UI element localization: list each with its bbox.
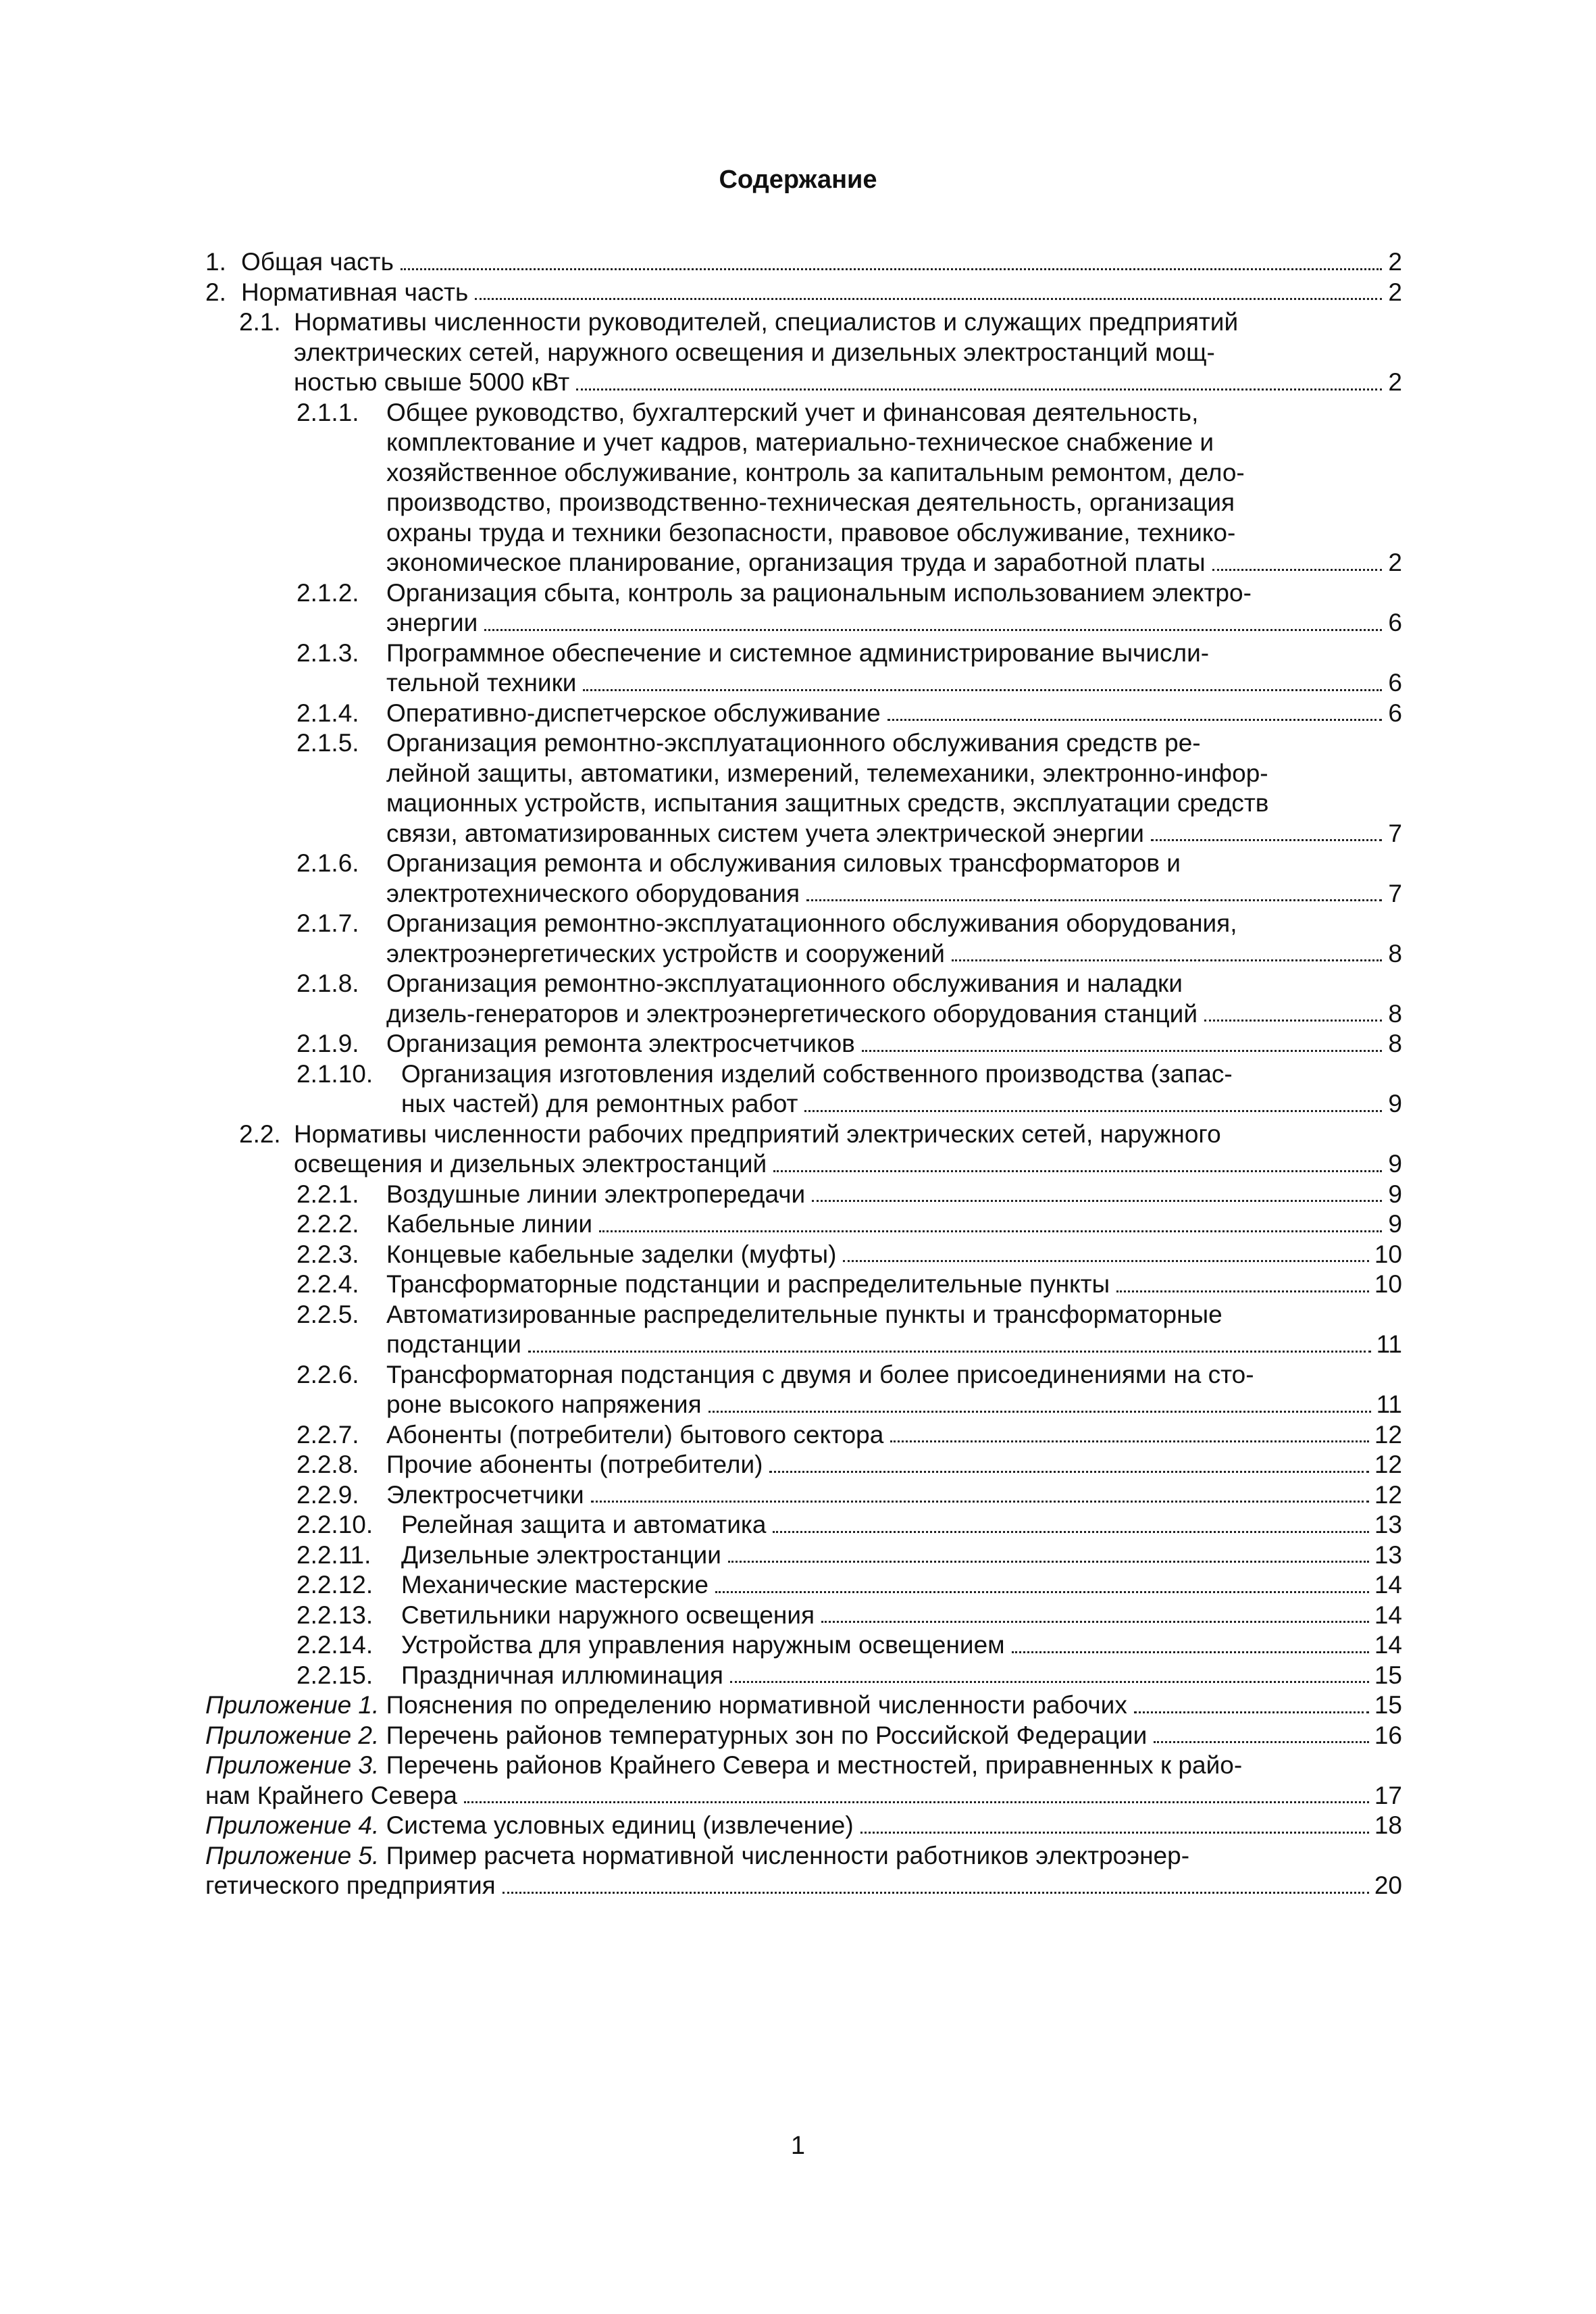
toc-entry-title: нам Крайнего Севера (205, 1781, 457, 1809)
toc-entry-number: 2.2.12. (297, 1571, 374, 1599)
toc-entry-title: Оперативно-диспетчерское обслуживание (386, 699, 881, 727)
dot-leader (730, 1681, 1369, 1683)
toc-entry-2-2-3[interactable] (205, 1240, 1402, 1270)
toc-entry-text-line: Нормативы численности руководителей, специалистов и служащих предприятий (294, 308, 1239, 336)
dot-leader (773, 1531, 1368, 1533)
toc-entry-title: Праздничная иллюминация (401, 1661, 723, 1689)
toc-entry-number: 2.1. (239, 308, 281, 336)
toc-entry-text-line: Трансформаторная подстанция с двумя и более присоединениями на сто- (386, 1360, 1254, 1388)
toc-entry-number: 2.1.7. (297, 909, 359, 937)
dot-leader (401, 268, 1382, 270)
dot-leader (1116, 1290, 1369, 1292)
toc-entry-title: Дизельные электростанции (401, 1540, 721, 1569)
toc-page-number: 10 (1374, 1240, 1402, 1268)
table-of-contents (205, 247, 1402, 1901)
toc-page-number: 9 (1388, 1210, 1402, 1238)
appendix-label: Приложение 1. (205, 1691, 380, 1719)
appendix-label: Приложение 3. (205, 1751, 380, 1779)
toc-entry-title: Общая часть (241, 248, 394, 276)
toc-entry-2-2-1[interactable] (205, 1180, 1402, 1210)
toc-entry-text-line: Организация изготовления изделий собственного производства (запас- (401, 1059, 1233, 1088)
toc-entry-title: Нормативная часть (241, 278, 469, 306)
toc-entry-title: подстанции (386, 1330, 521, 1358)
toc-appendix-1[interactable] (205, 1690, 1402, 1721)
page-title: Содержание (719, 166, 877, 194)
dot-leader (1134, 1711, 1369, 1713)
toc-entry-title: связи, автоматизированных систем учета электрической энергии (386, 819, 1144, 847)
toc-entry-title: дизель-генераторов и электроэнергетического оборудования станций (386, 999, 1198, 1028)
toc-page-number: 11 (1376, 1330, 1402, 1358)
toc-entry-title: Электросчетчики (386, 1480, 584, 1509)
toc-page-number: 18 (1374, 1811, 1402, 1839)
toc-entry-title: экономическое планирование, организация труда и заработной платы (386, 549, 1206, 576)
toc-page-number: 14 (1374, 1601, 1402, 1629)
toc-entry-text-line: Нормативы численности рабочих предприятий электрических сетей, наружного (294, 1120, 1221, 1148)
toc-entry-2-2[interactable] (205, 1120, 1402, 1180)
toc-page-number: 7 (1388, 819, 1402, 847)
toc-entry-number: 2.2.13. (297, 1601, 374, 1629)
toc-appendix-5[interactable] (205, 1841, 1402, 1901)
toc-entry-2-1-2[interactable] (205, 578, 1402, 638)
toc-entry-2-1-9[interactable] (205, 1029, 1402, 1059)
toc-entry-number: 2.2.1. (297, 1180, 359, 1208)
toc-entry-title: Кабельные линии (386, 1210, 593, 1238)
toc-entry-text-line: Пример расчета нормативной численности работников электроэнер- (386, 1841, 1190, 1869)
dot-leader (804, 1110, 1382, 1112)
toc-page-number: 9 (1388, 1180, 1402, 1208)
toc-entry-text-line: Перечень районов Крайнего Севера и местностей, приравненных к райо- (386, 1751, 1243, 1779)
toc-entry-number: 2.1.3. (297, 638, 359, 667)
appendix-label: Приложение 2. (205, 1721, 380, 1749)
toc-page-number: 6 (1388, 609, 1402, 636)
toc-page-number: 8 (1388, 1030, 1402, 1057)
dot-leader (576, 388, 1382, 391)
toc-entry-text-line: производство, производственно-техническая деятельность, организация (386, 488, 1235, 516)
toc-entry-title: тельной техники (386, 669, 577, 697)
toc-entry-number: 2.1.10. (297, 1059, 374, 1088)
toc-entry-2-1-7[interactable] (205, 909, 1402, 969)
toc-entry-title: электротехнического оборудования (386, 879, 800, 907)
toc-entry-text-line: Организация ремонтно-эксплуатационного обслуживания средств ре- (386, 729, 1201, 757)
toc-entry-number: 2.1.4. (297, 699, 359, 727)
toc-entry-title: электроэнергетических устройств и сооружений (386, 939, 945, 967)
dot-leader (860, 1832, 1369, 1834)
dot-leader (1012, 1651, 1369, 1653)
dot-leader (599, 1230, 1382, 1232)
toc-page-number: 6 (1388, 699, 1402, 727)
toc-page-number: 15 (1374, 1661, 1402, 1689)
toc-page-number: 8 (1388, 999, 1402, 1028)
toc-entry-2-2-11[interactable] (205, 1540, 1402, 1571)
toc-page-number: 20 (1374, 1871, 1402, 1899)
toc-entry-text-line: комплектование и учет кадров, материально-техническое снабжение и (386, 428, 1214, 456)
toc-entry-title: Система условных единиц (извлечение) (386, 1811, 854, 1839)
toc-entry-title: Пояснения по определению нормативной численности рабочих (386, 1691, 1127, 1719)
appendix-label: Приложение 4. (205, 1811, 380, 1839)
toc-page-number: 8 (1388, 939, 1402, 967)
toc-entry-number: 2. (205, 278, 226, 306)
toc-entry-title: Механические мастерские (401, 1571, 709, 1599)
toc-page-number: 14 (1374, 1571, 1402, 1599)
toc-entry-text-line: лейной защиты, автоматики, измерений, телемеханики, электронно-инфор- (386, 759, 1268, 787)
toc-page-number: 17 (1374, 1781, 1402, 1809)
toc-entry-text-line: Организация ремонтно-эксплуатационного обслуживания и наладки (386, 970, 1183, 997)
toc-entry-title: Абоненты (потребители) бытового сектора (386, 1420, 884, 1449)
dot-leader (503, 1892, 1369, 1894)
toc-entry-number: 2.2.14. (297, 1631, 374, 1659)
toc-entry-title: Устройства для управления наружным освещением (401, 1631, 1005, 1659)
toc-entry-number: 2.1.5. (297, 729, 359, 757)
toc-entry-title: освещения и дизельных электростанций (294, 1150, 767, 1178)
toc-entry-text-line: Автоматизированные распределительные пункты и трансформаторные (386, 1300, 1222, 1328)
toc-entry-number: 2.2.2. (297, 1210, 359, 1238)
toc-entry-1[interactable] (205, 247, 1402, 278)
toc-entry-number: 2.1.9. (297, 1030, 359, 1057)
toc-entry-number: 1. (205, 248, 226, 276)
dot-leader (728, 1561, 1369, 1563)
toc-entry-2-1[interactable] (205, 307, 1402, 398)
toc-entry-2-2-12[interactable] (205, 1570, 1402, 1601)
toc-page-number: 2 (1388, 368, 1402, 396)
dot-leader (812, 1200, 1382, 1202)
toc-entry-number: 2.1.1. (297, 398, 359, 426)
dot-leader (709, 1411, 1371, 1413)
toc-entry-text-line: охраны труда и техники безопасности, правовое обслуживание, технико- (386, 518, 1236, 547)
toc-entry-2-1-8[interactable] (205, 969, 1402, 1029)
toc-entry-2[interactable] (205, 278, 1402, 308)
toc-entry-2-2-10[interactable] (205, 1510, 1402, 1540)
toc-appendix-4[interactable] (205, 1811, 1402, 1841)
toc-page-number: 12 (1374, 1420, 1402, 1449)
toc-entry-number: 2.2.4. (297, 1270, 359, 1298)
toc-entry-2-1-5[interactable] (205, 728, 1402, 849)
toc-entry-2-1-1[interactable] (205, 398, 1402, 578)
toc-entry-title: ностью свыше 5000 кВт (294, 368, 570, 396)
toc-page-number: 16 (1374, 1721, 1402, 1749)
toc-entry-number: 2.1.8. (297, 970, 359, 997)
toc-page-number: 10 (1374, 1270, 1402, 1298)
toc-entry-title: Прочие абоненты (потребители) (386, 1451, 763, 1478)
toc-entry-2-2-7[interactable] (205, 1420, 1402, 1451)
toc-entry-2-2-14[interactable] (205, 1630, 1402, 1661)
dot-leader (1154, 1741, 1369, 1743)
toc-entry-title: ных частей) для ремонтных работ (401, 1090, 798, 1117)
toc-entry-text-line: электрических сетей, наружного освещения и дизельных электростанций мощ- (294, 338, 1215, 366)
toc-entry-number: 2.2.9. (297, 1480, 359, 1509)
toc-entry-2-1-4[interactable] (205, 699, 1402, 729)
toc-entry-number: 2.2.11. (297, 1540, 371, 1569)
toc-page-number: 12 (1374, 1451, 1402, 1478)
toc-entry-number: 2.2.10. (297, 1511, 374, 1538)
toc-entry-2-1-6[interactable] (205, 849, 1402, 909)
toc-entry-number: 2.2.15. (297, 1661, 374, 1689)
toc-appendix-3[interactable] (205, 1751, 1402, 1811)
dot-leader (475, 298, 1382, 300)
dot-leader (1151, 839, 1382, 841)
dot-leader (1212, 569, 1382, 571)
dot-leader (769, 1471, 1368, 1473)
toc-entry-title: Концевые кабельные заделки (муфты) (386, 1240, 837, 1268)
toc-entry-title: Воздушные линии электропередачи (386, 1180, 806, 1208)
toc-entry-title: Светильники наружного освещения (401, 1601, 815, 1629)
toc-page-number: 7 (1388, 879, 1402, 907)
toc-page-number: 2 (1388, 248, 1402, 276)
toc-entry-number: 2.1.2. (297, 578, 359, 607)
dot-leader (862, 1050, 1382, 1052)
toc-page-number: 6 (1388, 669, 1402, 697)
toc-entry-number: 2.2.5. (297, 1300, 359, 1328)
toc-entry-2-2-2[interactable] (205, 1209, 1402, 1240)
toc-entry-number: 2.1.6. (297, 849, 359, 877)
toc-entry-2-1-3[interactable] (205, 638, 1402, 699)
dot-leader (806, 899, 1382, 901)
dot-leader (890, 1440, 1369, 1442)
dot-leader (484, 629, 1382, 631)
toc-entry-2-2-8[interactable] (205, 1450, 1402, 1480)
toc-entry-title: Релейная защита и автоматика (401, 1511, 767, 1538)
appendix-label: Приложение 5. (205, 1841, 380, 1869)
toc-appendix-2[interactable] (205, 1721, 1402, 1751)
toc-entry-2-1-10[interactable] (205, 1059, 1402, 1120)
toc-page-number: 12 (1374, 1480, 1402, 1509)
toc-entry-title: роне высокого напряжения (386, 1390, 702, 1418)
toc-entry-2-2-9[interactable] (205, 1480, 1402, 1511)
toc-entry-number: 2.2. (239, 1120, 281, 1148)
toc-entry-text-line: Организация сбыта, контроль за рациональным использованием электро- (386, 578, 1252, 607)
dot-leader (591, 1501, 1369, 1503)
toc-entry-title: энергии (386, 609, 478, 636)
toc-page-number: 9 (1388, 1150, 1402, 1178)
dot-leader (583, 689, 1382, 691)
toc-entry-text-line: Организация ремонтно-эксплуатационного обслуживания оборудования, (386, 909, 1237, 937)
dot-leader (821, 1621, 1369, 1623)
toc-page-number: 13 (1374, 1540, 1402, 1569)
toc-page-number: 2 (1388, 278, 1402, 306)
toc-entry-number: 2.2.8. (297, 1451, 359, 1478)
dot-leader (528, 1351, 1371, 1353)
dot-leader (952, 959, 1382, 961)
toc-entry-number: 2.2.7. (297, 1420, 359, 1449)
toc-page-number: 2 (1388, 549, 1402, 576)
toc-entry-2-2-13[interactable] (205, 1601, 1402, 1631)
dot-leader (887, 719, 1382, 721)
dot-leader (464, 1801, 1369, 1803)
toc-entry-number: 2.2.3. (297, 1240, 359, 1268)
toc-entry-title: Перечень районов температурных зон по Российской Федерации (386, 1721, 1148, 1749)
dot-leader (1204, 1020, 1382, 1022)
toc-page-number: 14 (1374, 1631, 1402, 1659)
page-number: 1 (790, 2132, 806, 2160)
toc-entry-text-line: Организация ремонта и обслуживания силовых трансформаторов и (386, 849, 1181, 877)
toc-entry-text-line: мационных устройств, испытания защитных средств, эксплуатации средств (386, 789, 1269, 817)
toc-entry-number: 2.2.6. (297, 1360, 359, 1388)
toc-entry-text-line: Общее руководство, бухгалтерский учет и финансовая деятельность, (386, 398, 1199, 426)
toc-entry-text-line: Программное обеспечение и системное администрирование вычисли- (386, 638, 1210, 667)
toc-page-number: 9 (1388, 1090, 1402, 1117)
toc-entry-2-2-15[interactable] (205, 1661, 1402, 1691)
toc-page-number: 13 (1374, 1511, 1402, 1538)
toc-entry-title: Трансформаторные подстанции и распределительные пункты (386, 1270, 1110, 1298)
toc-entry-2-2-4[interactable] (205, 1269, 1402, 1300)
toc-entry-2-2-6[interactable] (205, 1360, 1402, 1420)
toc-entry-title: гетического предприятия (205, 1871, 496, 1899)
toc-entry-2-2-5[interactable] (205, 1300, 1402, 1360)
toc-entry-text-line: хозяйственное обслуживание, контроль за капитальным ремонтом, дело- (386, 458, 1245, 486)
dot-leader (773, 1170, 1382, 1172)
dot-leader (843, 1260, 1368, 1262)
dot-leader (715, 1591, 1369, 1593)
toc-page-number: 11 (1376, 1390, 1402, 1418)
toc-entry-title: Организация ремонта электросчетчиков (386, 1030, 855, 1057)
toc-page-number: 15 (1374, 1691, 1402, 1719)
